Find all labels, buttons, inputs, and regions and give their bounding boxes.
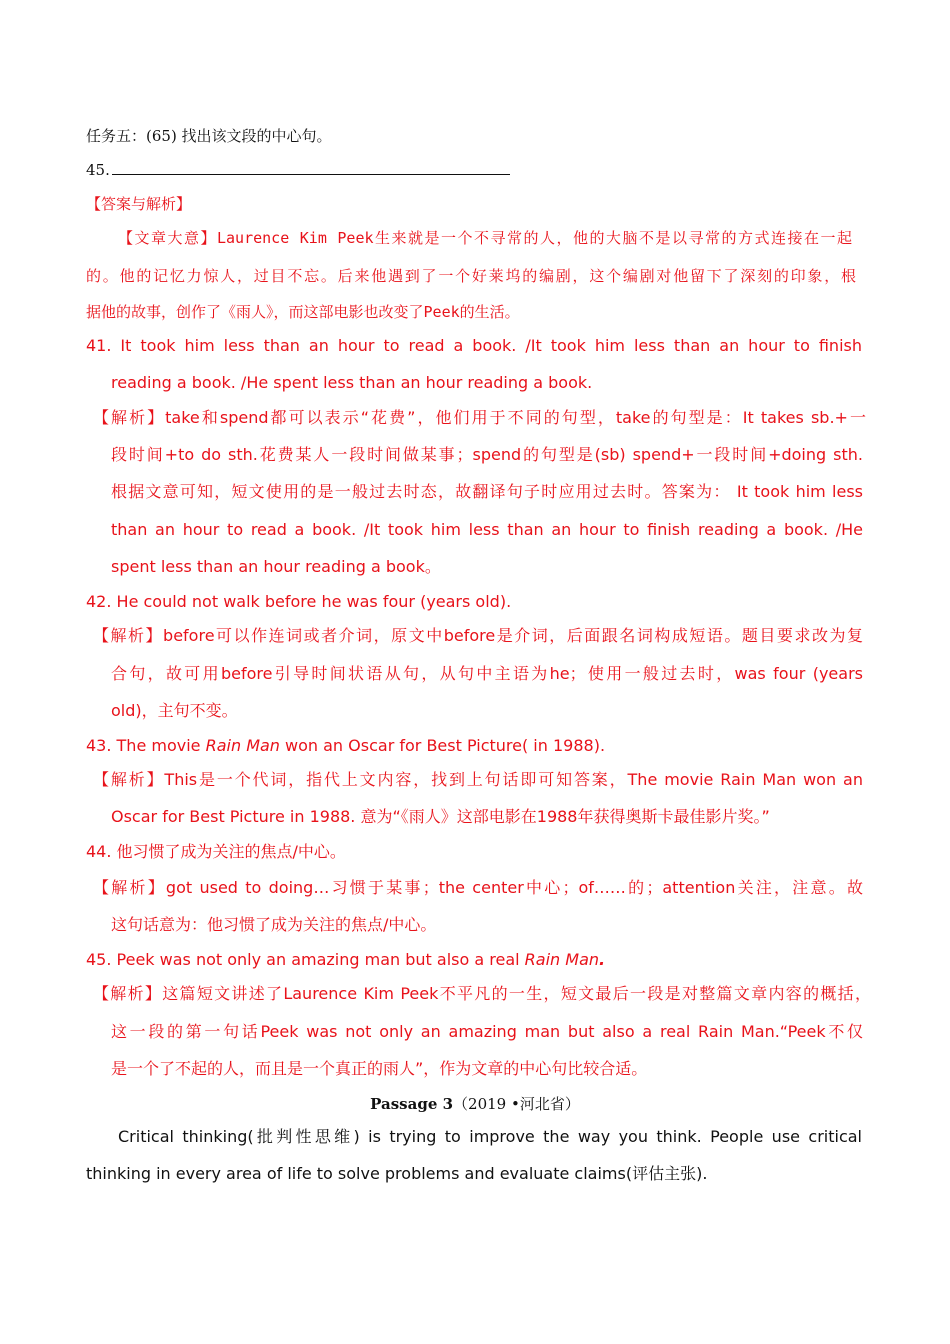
answer-44-line-1: 44. 他习惯了成为关注的焦点/中心。 (86, 842, 346, 861)
answer-blank-line[interactable] (112, 160, 510, 175)
answer-41-line-2: reading a book. /He spent less than an hour reading a book. (111, 373, 593, 392)
analysis-41-line-1: 【解析】take和spend都可以表示“花费”，他们用于不同的句型，take的句型是：It takes sb.+一 (93, 408, 866, 427)
answer-42-line-1: 42. He could not walk before he was four (years old). (86, 592, 512, 611)
analysis-42-line-3: old)，主句不变。 (111, 701, 238, 720)
answer-43-suffix: won an Oscar for Best Picture( in 1988). (279, 736, 606, 755)
analysis-44-line-2: 这句话意为：他习惯了成为关注的焦点/中心。 (111, 915, 437, 934)
summary-line-3: 据他的故事，创作了《雨人》，而这部电影也改变了Peek的生活。 (86, 303, 520, 321)
summary-line-2: 的。他的记忆力惊人，过目不忘。后来他遇到了一个好莱坞的编剧，这个编剧对他留下了深刻的印象，根 (86, 267, 856, 285)
blank-number: 45. (86, 161, 110, 179)
analysis-41-line-3: 根据文意可知，短文使用的是一般过去时态，故翻译句子时应用过去时。答案为： It took him less (111, 482, 863, 501)
analysis-44-line-1: 【解析】got used to doing…习惯于某事；the center中心；of……的；attention关注，注意。故 (93, 878, 863, 897)
summary-line-1: 【文章大意】Laurence Kim Peek生来就是一个不寻常的人，他的大脑不是以寻常的方式连接在一起 (118, 229, 852, 247)
analysis-45-line-2: 这一段的第一句话Peek was not only an amazing man but also a real Rain Man.“Peek不仅 (111, 1022, 863, 1041)
analysis-42-line-2: 合句，故可用before引导时间状语从句，从句中主语为he；使用一般过去时，was four (years (111, 664, 863, 683)
answer-41-line-1: 41. It took him less than an hour to read a book. /It took him less than an hour to finish (86, 336, 862, 355)
analysis-45-line-3: 是一个了不起的人，而且是一个真正的雨人”，作为文章的中心句比较合适。 (111, 1059, 648, 1078)
analysis-45-line-1: 【解析】这篇短文讲述了Laurence Kim Peek不平凡的一生，短文最后一段是对整篇文章内容的概括， (93, 984, 871, 1003)
answer-45-line-1 (86, 948, 605, 972)
answer-45-prefix: 45. Peek was not only an amazing man but also a real (86, 950, 525, 969)
analysis-42-line-1: 【解析】before可以作连词或者介词，原文中before是介词，后面跟名词构成短语。题目要求改为复 (93, 626, 863, 645)
analysis-41-line-5: spent less than an hour reading a book。 (111, 557, 441, 576)
analysis-41-line-4: than an hour to read a book. /It took him less than an hour to finish reading a book. /He (111, 520, 863, 539)
passage-3-heading (0, 1092, 950, 1116)
movie-title-rain-man-45: Rain Man (524, 950, 600, 969)
answer-43-prefix: 43. The movie (86, 736, 206, 755)
answer-43-line-1 (86, 734, 605, 758)
answer-section-header: 【答案与解析】 (86, 195, 192, 213)
task5-instruction: 任务五：(65) 找出该文段的中心句。 (86, 127, 332, 145)
passage-3-line-1: Critical thinking(批判性思维) is trying to improve the way you think. People use critical (118, 1127, 862, 1146)
passage-3-title: Passage 3 (370, 1095, 454, 1113)
passage-3-line-2: thinking in every area of life to solve problems and evaluate claims(评估主张). (86, 1164, 708, 1183)
analysis-43-line-2: Oscar for Best Picture in 1988. 意为“《雨人》这部电影在1988年获得奥斯卡最佳影片奖。” (111, 807, 770, 826)
answer-blank-45 (86, 158, 510, 182)
analysis-41-line-2: 段时间+to do sth.花费某人一段时间做某事；spend的句型是(sb) spend+一段时间+doing sth. (111, 445, 863, 464)
passage-3-source: （2019 •河北省） (453, 1095, 580, 1113)
movie-title-rain-man: Rain Man (205, 736, 280, 755)
answer-45-period: . (599, 950, 606, 969)
analysis-43-line-1: 【解析】This是一个代词，指代上文内容，找到上句话即可知答案，The movie Rain Man won an (93, 770, 863, 789)
